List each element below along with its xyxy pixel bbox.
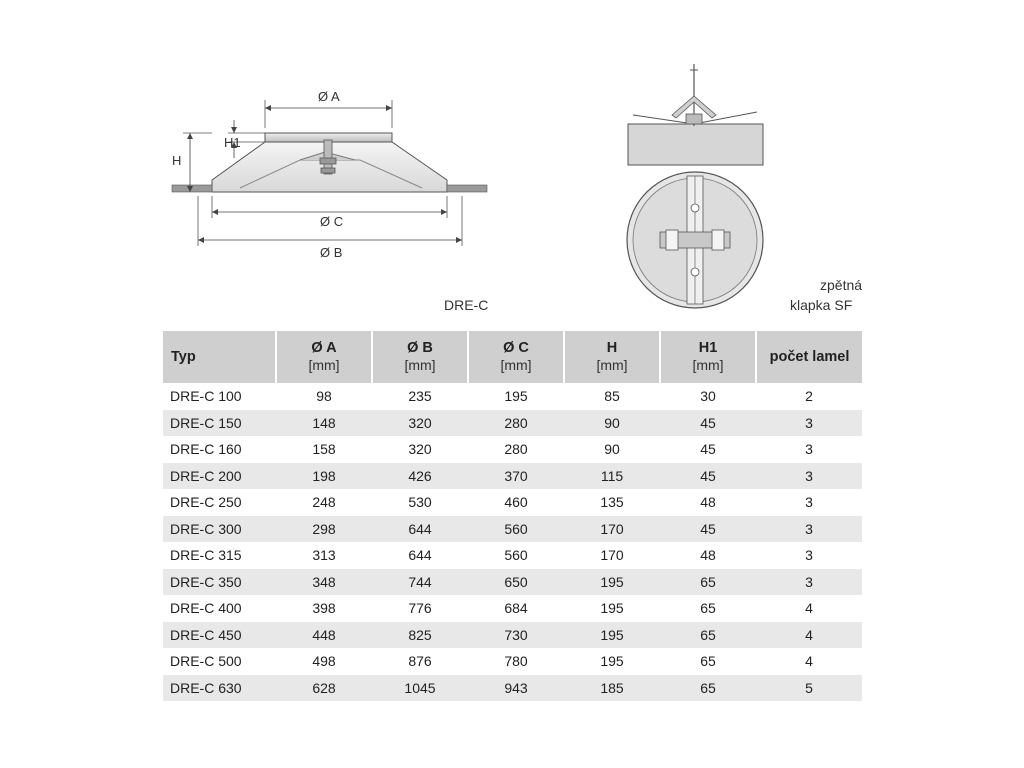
cell-c: 460 [504,494,528,511]
cell-a: 313 [312,547,336,564]
cell-h1: 65 [660,569,756,596]
table-row [163,463,862,490]
cell-b: 320 [372,410,468,437]
cell-typ: DRE-C 150 [163,410,276,437]
cell-typ: DRE-C 160 [170,441,242,458]
cell-typ: DRE-C 630 [163,675,276,702]
cell-pocet-lamel: 2 [805,388,813,405]
cell-h: 135 [600,494,624,511]
col-header-a: Ø A [mm] [276,331,372,383]
spec-table [163,331,862,701]
cell-typ: DRE-C 450 [163,622,276,649]
cell-pocet-lamel: 4 [805,600,813,617]
cell-pocet-lamel: 3 [805,441,813,458]
cell-c: 370 [468,463,564,490]
damper-caption-line1: zpětná [820,277,863,293]
cell-c: 280 [468,410,564,437]
dim-h-label: H [172,153,182,168]
dim-c-label: Ø C [320,214,344,229]
cell-pocet-lamel: 3 [756,516,862,543]
table-row [163,675,862,702]
cell-pocet-lamel: 5 [756,675,862,702]
cell-c: 195 [504,388,528,405]
cell-b: 644 [372,516,468,543]
damper-caption-line2: klapka SF [790,297,853,313]
cell-a: 498 [312,653,336,670]
cell-b: 825 [372,622,468,649]
cell-a: 158 [312,441,336,458]
cell-a: 398 [312,600,336,617]
table-row [163,436,862,463]
cell-pocet-lamel: 3 [756,410,862,437]
table-header-row [163,331,862,383]
cell-typ: DRE-C 250 [170,494,242,511]
cell-b: 1045 [372,675,468,702]
cell-a: 98 [316,388,332,405]
cell-typ: DRE-C 315 [170,547,242,564]
table-row [163,410,862,437]
cell-c: 280 [504,441,528,458]
cell-a: 298 [276,516,372,543]
cell-c: 780 [504,653,528,670]
cell-typ: DRE-C 200 [163,463,276,490]
table-row [163,622,862,649]
cell-h1: 48 [700,547,716,564]
cell-b: 426 [372,463,468,490]
dim-a-label: Ø A [318,89,340,104]
drawing-caption-dre-c: DRE-C [444,297,489,313]
col-header-pocet-lamel: počet lamel [756,331,862,383]
cell-h: 90 [564,410,660,437]
cell-typ: DRE-C 350 [163,569,276,596]
cell-typ: DRE-C 400 [170,600,242,617]
cell-b: 744 [372,569,468,596]
cell-typ: DRE-C 500 [170,653,242,670]
cell-pocet-lamel: 3 [756,569,862,596]
col-header-b: Ø B [mm] [372,331,468,383]
cell-h1: 48 [700,494,716,511]
cell-a: 248 [312,494,336,511]
cell-typ: DRE-C 300 [163,516,276,543]
cell-pocet-lamel: 3 [805,494,813,511]
cell-a: 148 [276,410,372,437]
cell-h: 90 [604,441,620,458]
cell-pocet-lamel: 3 [805,547,813,564]
table-row [163,648,862,675]
cell-b: 776 [408,600,432,617]
col-header-typ: Typ [163,331,276,383]
table-row [163,489,862,516]
cell-c: 730 [468,622,564,649]
dim-b-label: Ø B [320,245,343,260]
dim-h1-label: H1 [224,135,241,150]
cell-b: 320 [408,441,432,458]
cell-typ: DRE-C 100 [170,388,242,405]
cell-h: 185 [564,675,660,702]
cell-h: 195 [600,653,624,670]
table-row [163,516,862,543]
cell-pocet-lamel: 4 [805,653,813,670]
cell-h: 195 [564,569,660,596]
cell-h1: 30 [700,388,716,405]
cell-c: 560 [504,547,528,564]
cell-h1: 65 [660,622,756,649]
cell-h: 85 [604,388,620,405]
cell-h: 195 [564,622,660,649]
col-header-c: Ø C [mm] [468,331,564,383]
cell-b: 644 [408,547,432,564]
cell-a: 348 [276,569,372,596]
cell-b: 530 [408,494,432,511]
table-row [163,542,862,569]
cell-c: 560 [468,516,564,543]
col-header-h: H [mm] [564,331,660,383]
cell-c: 650 [468,569,564,596]
cell-pocet-lamel: 4 [756,622,862,649]
col-header-h1: H1 [mm] [660,331,756,383]
cell-b: 876 [408,653,432,670]
damper-drawing [0,0,1024,320]
cell-h1: 65 [660,675,756,702]
cell-b: 235 [408,388,432,405]
cell-h1: 45 [660,516,756,543]
cell-a: 198 [276,463,372,490]
cell-h1: 65 [700,653,716,670]
cell-h: 170 [600,547,624,564]
cell-a: 448 [276,622,372,649]
cell-c: 943 [468,675,564,702]
cell-a: 628 [276,675,372,702]
cell-h1: 45 [700,441,716,458]
cell-h1: 65 [700,600,716,617]
table-row [163,569,862,596]
cell-pocet-lamel: 3 [756,463,862,490]
cell-h1: 45 [660,410,756,437]
cell-h1: 45 [660,463,756,490]
cell-h: 170 [564,516,660,543]
cell-c: 684 [504,600,528,617]
table-row [163,383,862,410]
cell-h: 115 [564,463,660,490]
cell-h: 195 [600,600,624,617]
table-row [163,595,862,622]
